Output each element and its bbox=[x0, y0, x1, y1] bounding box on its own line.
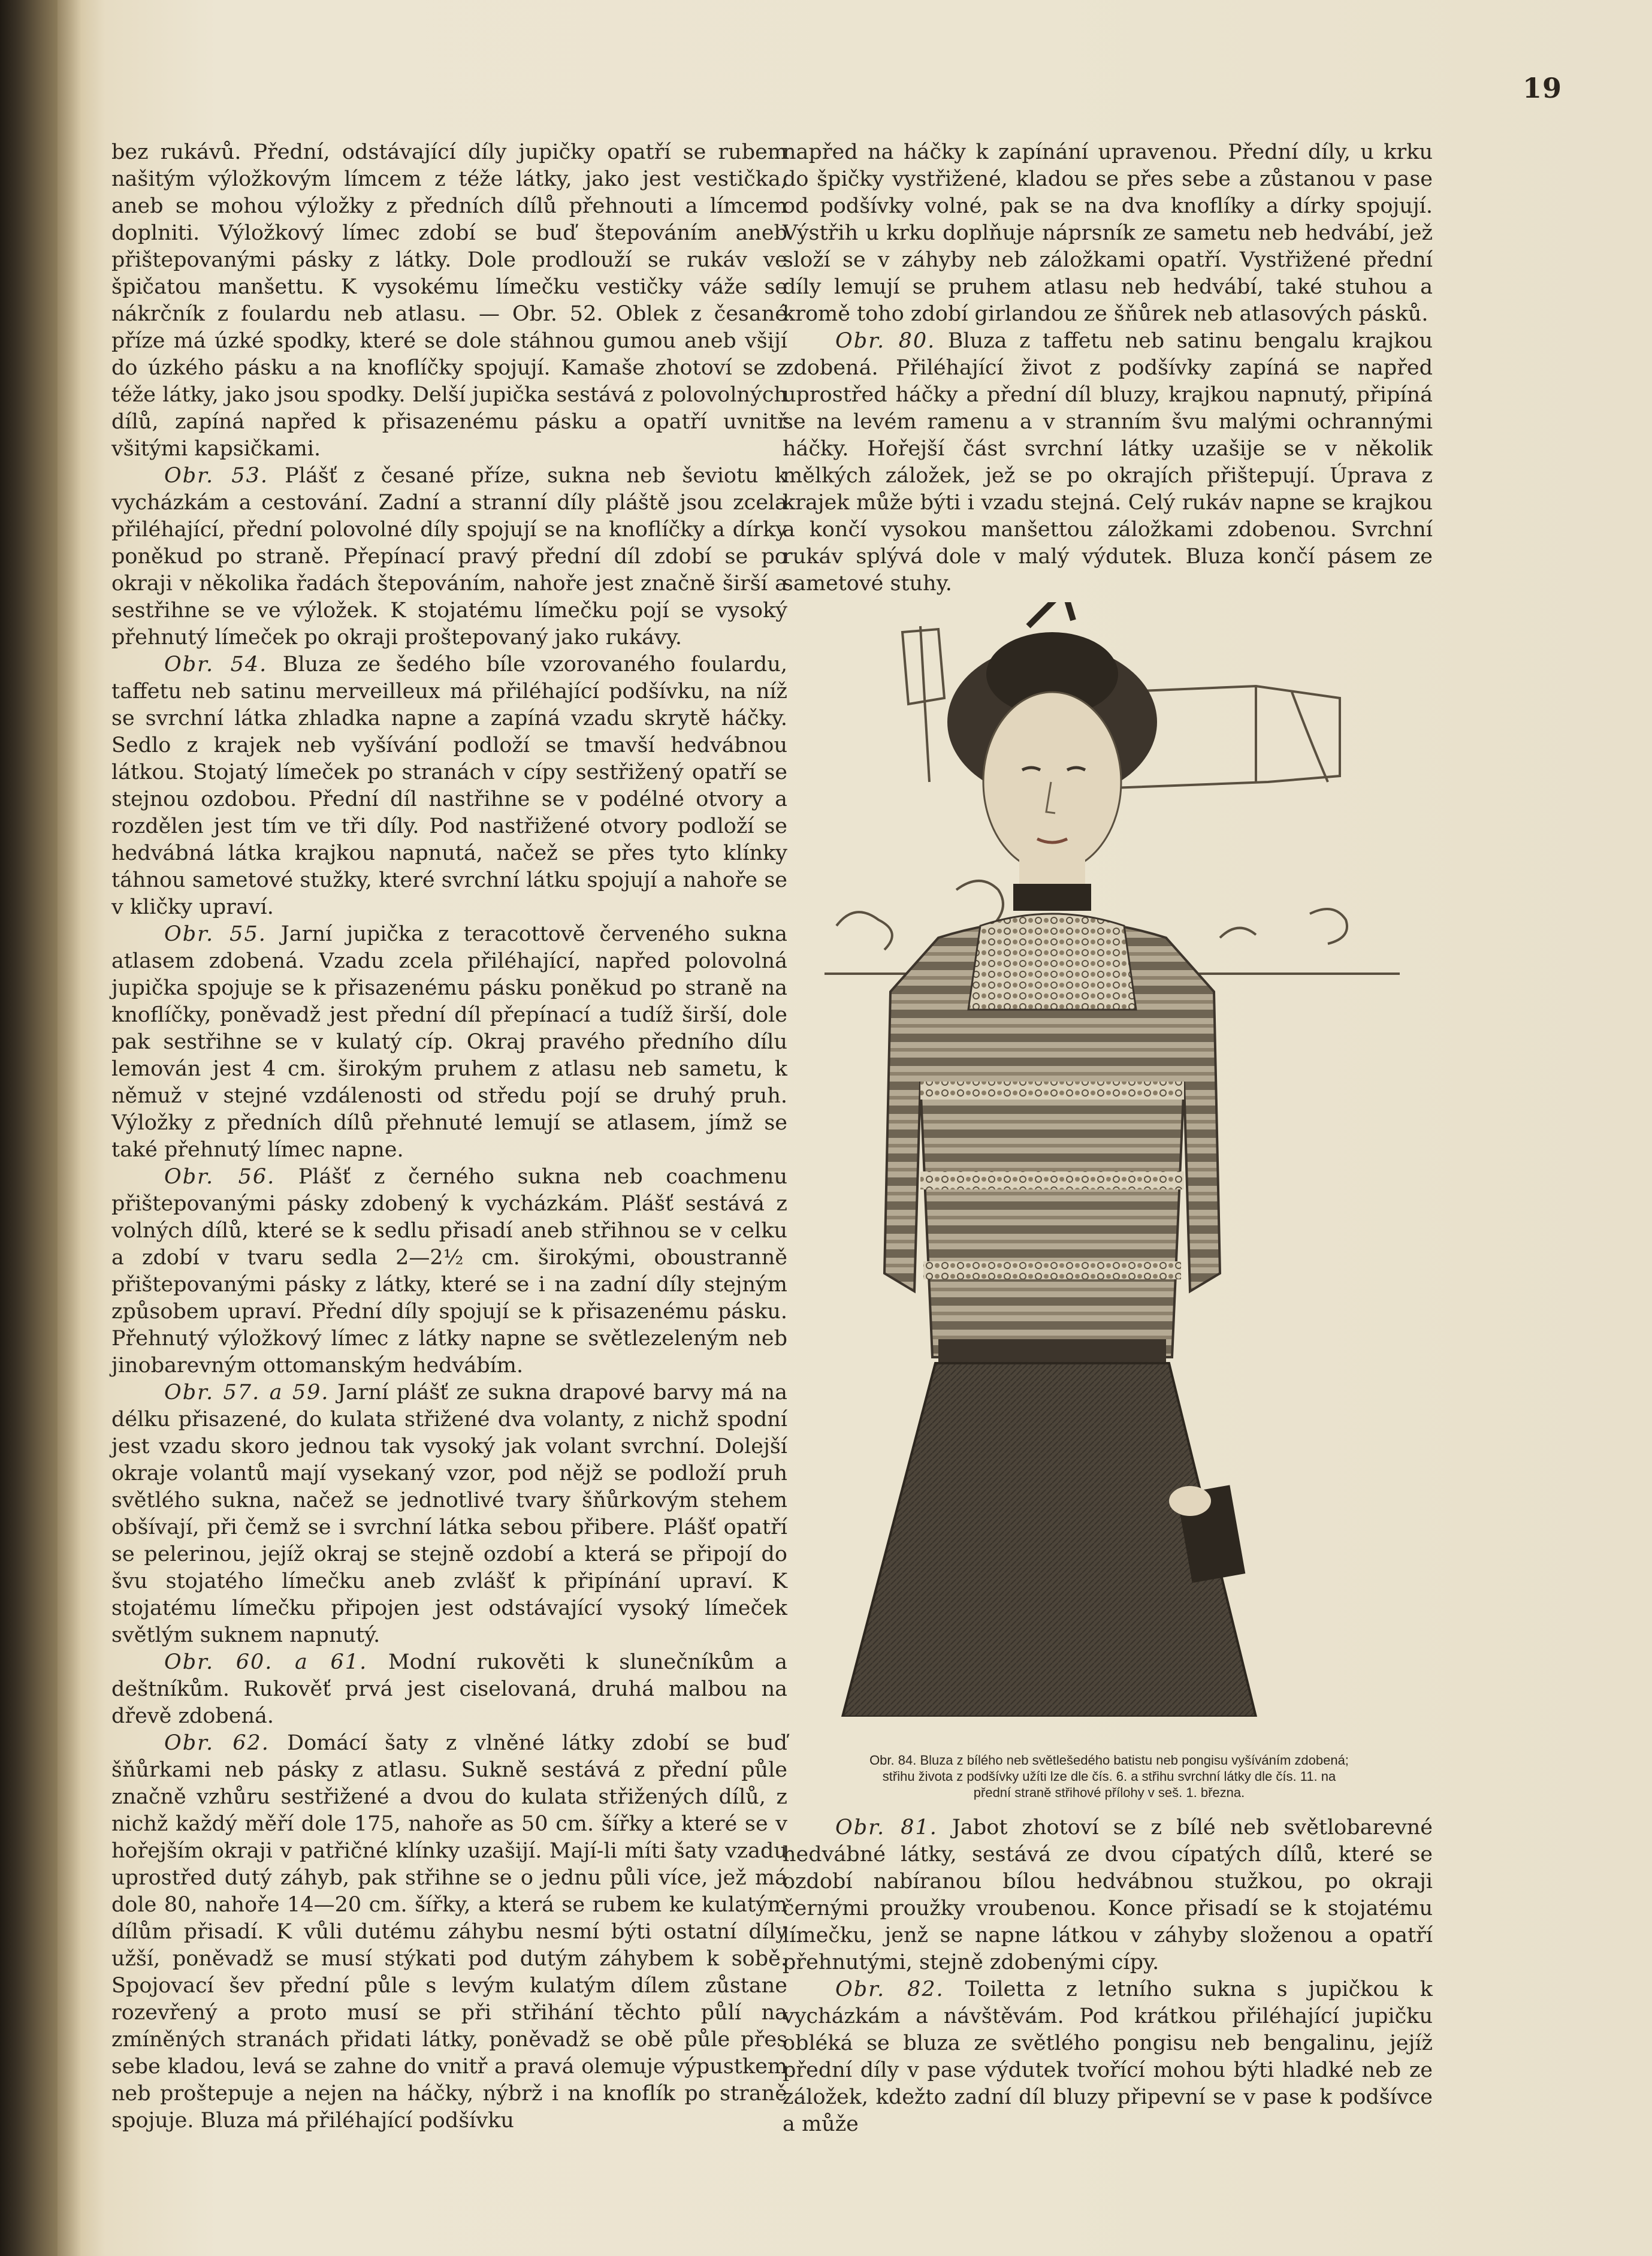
high-collar bbox=[1013, 884, 1091, 911]
paragraph-obr-57-59: Obr. 57. a 59. Jarní plášť ze sukna drapové barvy má na délku přisazené, do kulata střižené dva volanty, z nichž spodní jest vzadu skoro jednou tak vysoký jak volant svrchní. Dolejší okraje volantů mají vysekaný vzor, pod nějž se podloží pruh světlého sukna, načež se jednotlivé tvary šňůrkovým stehem obšívají, při čemž se i svrchní látka sebou přibere. Plášť opatří se pelerinou, jejíž okraj se stejně ozdobí a která se připojí do švu stojatého límečku aneb zvlášť k připínání upraví. K stojatému límečku připojen jest odstávající vysoký límeček světlým suknem napnutý. bbox=[111, 1381, 788, 1647]
paragraph-obr-53: Obr. 53. Plášť z česané příze, sukna neb ševiotu k vycházkám a cestování. Zadní a stranní díly pláště jsou zcela přiléhající, přední polovolné díly spojují se na knoflíčky a dírky poněkud po straně. Přepínací pravý přední díl zdobí se po okraji v několika řadách štepováním, nahoře jest značně širší a sestřihne se ve výložek. K stojatému límečku pojí se vysoký přehnutý límeček po okraji proštepovaný jako rukávy. bbox=[111, 464, 787, 650]
paragraph-obr-80: Obr. 80. Bluza z taffetu neb satinu bengalu krajkou zdobená. Přiléhající život z podšívky zapíná se napřed uprostřed háčky a přední díl bluzy, krajkou napnutý, připíná se na levém ramenu a v stranním švu malými ochrannými háčky. Hořejší část svrchní látky uzašije se v několik mělkých záložek, jež se po okrajích přištepují. Úprava z krajek může býti i vzadu stejná. Celý rukáv napne se krajkou a končí vysokou manšettou záložkami zdobenou. Svrchní rukáv splývá dole v malý výdutek. Bluza končí pásem ze sametové stuhy. bbox=[783, 329, 1433, 596]
paragraph-obr-55: Obr. 55. Jarní jupička z teracottově červeného sukna atlasem zdobená. Vzadu zcela přiléhající, napřed polovolná jupička spojuje se k přisazenému pásku poněkud po straně na knoflíčky, poněvadž jest přední díl přepínací a tudíž širší, dole pak sestřihne se v kulatý cíp. Okraj pravého předního dílu lemován jest 4 cm. širokým pruhem z atlasu neb sametu, k němuž v stejné vzdálenosti od středu pojí se druhý pruh. Výložky z předních dílů přehnuté lemují se atlasem, jímž se také přehnutý límec napne. bbox=[111, 922, 787, 1162]
hand bbox=[1169, 1486, 1211, 1516]
figure-caption bbox=[783, 1752, 1436, 1801]
paragraph-obr-62: Obr. 62. Domácí šaty z vlněné látky zdobí se buď šňůrkami neb pásky z atlasu. Sukně sestává z přední půle značně vzhůru sestřižené a dvou do kulata střižených dílů, z nichž každý měří dole 175, nahoře as 50 cm. šířky a které se v hořejším okraji v patřičné klínky uzašijí. Mají-li míti šaty vzadu uprostřed dutý záhyb, pak střihne se o jednu půli více, jež má dole 80, nahoře 14—20 cm. šířky, a která se rubem ke kulatým dílům přisadí. K vůli dutému záhybu nesmí býti ostatní díly užší, poněvadž se musí stýkati pod dutým záhybem k sobě. Spojovací šev přední půle s levým kulatým dílem zůstane rozevřený a proto musí se při střihání těchto půlí na zmíněných stranách přidati látky, poněvadž se obě půle přes sebe kladou, levá se zahne do vnitř a pravá olemuje výpustkem neb proštepuje a nejen na háčky, nýbrž i na knoflík po straně spojuje. Bluza má přiléhající podšívku bbox=[111, 1731, 787, 2133]
left-column bbox=[111, 139, 787, 2134]
book-page bbox=[58, 0, 1652, 2256]
figure-ref: Obr. 82. bbox=[835, 1977, 944, 2001]
figure-ref: Obr. 53. bbox=[164, 464, 268, 488]
paragraph-obr-56: Obr. 56. Plášť z černého sukna neb coachmenu přištepovanými pásky zdobený k vycházkám. Plášť sestává z volných dílů, které se k sedlu přisadí aneb střihnou se v celku a zdobí v tvaru sedla 2—2½ cm. širokými, oboustranně přištepovanými pásky z látky, které se i na zadní díly stejným způsobem upraví. Přední díly spojují se k přisazenému pásku. Přehnutý výložkový límec z látky napne se světlezeleným neb jinobarevným ottomanským hedvábím. bbox=[111, 1165, 787, 1378]
right-column-bottom bbox=[783, 1814, 1433, 2138]
fashion-illustration bbox=[801, 602, 1430, 1717]
paragraph-obr-54: Obr. 54. Bluza ze šedého bíle vzorovaného foulardu, taffetu neb satinu merveilleux má přiléhající podšívku, na níž se svrchní látka zhladka napne a zapíná vzadu skrytě háčky. Sedlo z krajek neb vyšívání podloží se tmavší hedvábnou látkou. Stojatý límeček po stranách v cípy sestřižený opatří se stejnou ozdobou. Přední díl nastřihne se v podélné otvory a rozdělen jest tím ve tři díly. Pod nastřižené otvory podloží se hedvábná látka krajkou napnutá, načež se přes tyto klínky táhnou sametové stužky, které svrchní látku spojují a nahoře se v kličky upraví. bbox=[111, 653, 787, 919]
caption-line: Obr. 84. Bluza z bílého neb světlešedého batistu neb pongisu vyšíváním zdobená; bbox=[869, 1753, 1349, 1768]
figure-ref: Obr. 81. bbox=[835, 1816, 938, 1840]
figure-ref: Obr. 56. bbox=[164, 1165, 276, 1189]
figure-ref: Obr. 80. bbox=[835, 329, 936, 353]
page-number: 19 bbox=[1522, 72, 1562, 104]
figure-ref: Obr. 54. bbox=[164, 653, 268, 677]
figure-ref: Obr. 57. a 59. bbox=[164, 1381, 330, 1405]
right-column-top bbox=[783, 139, 1433, 597]
paragraph-obr-60-61: Obr. 60. a 61. Modní rukověti k slunečníkům a deštníkům. Rukověť prvá jest ciselovaná, druhá malbou na dřevě zdobená. bbox=[111, 1650, 787, 1728]
figure-ref: Obr. 62. bbox=[164, 1731, 270, 1755]
woman-blouse-illustration bbox=[801, 602, 1430, 1717]
caption-line: střihu života z podšívky užíti lze dle čís. 6. a střihu svrchní látky dle čís. 11. na bbox=[882, 1769, 1336, 1784]
face bbox=[983, 692, 1121, 872]
paragraph-obr-81: Obr. 81. Jabot zhotoví se z bílé neb světlobarevné hedvábné látky, sestává ze dvou cípatých dílů, které se ozdobí nabíranou bílou hedvábnou stužkou, po okraji černými proužky vroubenou. Konce přisadí se k stojatému límečku, jenž se napne látkou v záhyby složenou a opatří přehnutými, stejně zdobenými cípy. bbox=[783, 1816, 1433, 1974]
book-spine bbox=[0, 0, 58, 2256]
paragraph: bez rukávů. Přední, odstávající díly jupičky opatří se rubem našitým výložkovým límcem z téže látky, jako jest vestička, aneb se mohou výložky z předních dílů přehnouti a límcem doplniti. Výložkový límec zdobí se buď štepováním aneb přištepovanými pásky z látky. Dole prodlouží se rukáv ve špičatou manšettu. K vysokému límečku vestičky váže se nákrčník z foulardu neb atlasu. — Obr. 52. Oblek z česané příze má úzké spodky, které se dole stáhnou gumou aneb všijí do úzkého pásku a na knoflíčky spojují. Kamaše zhotoví se z téže látky, jako jsou spodky. Delší jupička sestává z polovolných dílů, zapíná napřed k přisazenému pásku a opatří uvnitř všitými kapsičkami. bbox=[111, 140, 787, 461]
figure-ref: Obr. 60. a 61. bbox=[164, 1650, 368, 1674]
caption-line: přední straně střihové přílohy v seš. 1. března. bbox=[973, 1785, 1245, 1800]
paragraph-obr-82: Obr. 82. Toiletta z letního sukna s jupičkou k vycházkám a návštěvám. Pod krátkou přiléhající jupičku obléká se bluza ze světlého pongisu neb bengalinu, jejíž přední díly v pase výdutek tvořící mohou býti hladké neb ze záložek, kdežto zadní díl bluzy připevní se v pase k podšívce a může bbox=[783, 1977, 1433, 2136]
paragraph: napřed na háčky k zapínání upravenou. Přední díly, u krku do špičky vystřižené, kladou se přes sebe a zůstanou v pase od podšívky volné, pak se na dva knoflíky a dírky spojují. Výstřih u krku doplňuje náprsník ze sametu neb hedvábí, jež složí se v záhyby neb záložkami opatří. Vystřižené přední díly lemují se pruhem atlasu neb hedvábí, také stuhou a kromě toho zdobí girlandou ze šňůrek neb atlasových pásků. bbox=[783, 140, 1433, 326]
page-gutter-shadow bbox=[58, 0, 81, 2256]
figure-ref: Obr. 55. bbox=[164, 922, 267, 946]
